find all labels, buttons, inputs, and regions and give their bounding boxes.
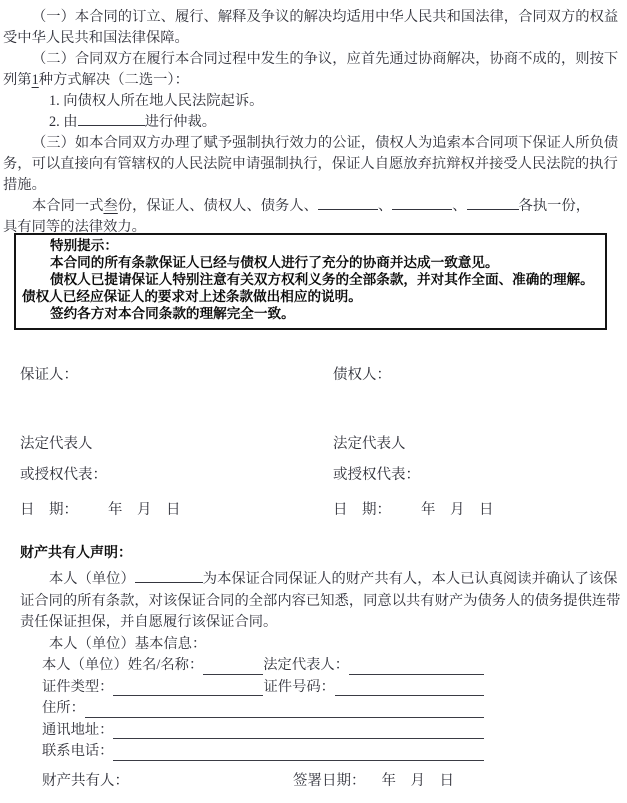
name-blank-line [203,660,263,675]
id-type-blank-line [113,681,263,696]
copies-prefix: 本合同一式 [32,198,104,214]
mailing-address-field-label: 通讯地址： [42,721,114,738]
field-row-phone [42,741,484,763]
signing-date-row [293,771,454,791]
clause-governing-law-line1: （一）本合同的订立、履行、解释及争议的解决均适用中华人民共和国法律，合同双方的权益 [32,9,619,25]
creditor-authorized-rep-label: 或授权代表： [333,467,420,483]
dispute-line2-prefix: 列第 [3,72,32,88]
creditor-signature-block [333,365,494,520]
co-owner-declaration-section [20,543,619,763]
id-number-blank-line [335,681,484,696]
guarantor-date-row [20,500,181,520]
copies-blank-field-3 [467,196,519,210]
residence-blank-line [85,703,484,718]
co-owner-para-line3: 责任保证担保，并自愿履行该保证合同。 [20,614,278,630]
dispute-line2-suffix: 种方式解决（二选一）： [38,72,189,88]
notice-line-4: 签约各方对本合同条款的理解完全一致。 [50,306,295,322]
clause-enforcement-line2: 务，可以直接向有管辖权的人民法院申请强制执行，保证人自愿放弃抗辩权并接受人民法院的执行 [3,156,618,172]
copies-blank-field-1 [318,196,378,210]
field-row-name [42,655,484,677]
special-notice-box [14,233,607,330]
guarantor-authorized-rep-label: 或授权代表： [20,467,107,483]
legal-rep-field-label: 法定代表人： [263,657,350,673]
notice-title: 特别提示： [50,238,118,254]
copies-count: 叁 [103,198,118,214]
notice-line-3: 债权人已经应保证人的要求对上述条款做出相应的说明。 [22,289,362,305]
creditor-date-row [333,500,494,520]
co-owner-para-line2: 证合同的所有条款，对该保证合同的全部内容已知悉，同意以共有财产为债务人的债务提供连带 [20,592,621,609]
copies-suffix: 各执一份， [518,198,591,214]
arbitration-blank-field [78,112,145,126]
legal-rep-blank-line [349,660,484,675]
dispute-clauses-section [3,7,624,238]
guarantor-date-label: 日 期： [20,502,78,518]
co-owner-para-prefix: 本人（单位） [49,571,135,587]
co-owner-para-line1 [20,569,619,591]
copies-blank-field-2 [392,196,452,210]
clause-copies-line2: 具有同等的法律效力。 [3,219,146,235]
co-owner-para-suffix: 为本保证合同保证人的财产共有人，本人已认真阅读并确认了该保 [202,571,618,587]
option2-prefix: 2. 由 [49,114,78,130]
dispute-option-2 [49,112,624,133]
notice-line-1: 本合同的所有条款保证人已经与债权人进行了充分的协商并达成一致意见。 [50,255,499,271]
co-owner-signature-label: 财产共有人： [42,773,129,789]
basic-info-label: 本人（单位）基本信息： [49,635,207,652]
option2-suffix: 进行仲裁。 [144,114,217,130]
clause-governing-law-line2: 受中华人民共和国法律保障。 [3,30,189,46]
id-number-field-label: 证件号码： [263,678,335,695]
name-field-label: 本人（单位）姓名/名称： [42,657,204,673]
clause-enforcement-line3: 措施。 [3,177,46,193]
co-owner-paragraph [20,569,619,634]
clause-dispute-line2 [3,70,624,91]
dispute-option-1: 1. 向债权人所在地人民法院起诉。 [49,93,264,109]
residence-field-label: 住所： [42,700,85,716]
copies-separator-2: 、 [452,198,467,214]
field-row-mailing-address [42,720,484,742]
guarantor-date-units: 年 月 日 [108,502,181,518]
id-type-field-label: 证件类型： [42,678,114,695]
co-owner-name-blank [135,569,203,583]
field-row-residence [42,698,484,720]
guarantor-signature-block [20,365,181,520]
guarantor-label: 保证人： [20,367,78,383]
creditor-date-label: 日 期： [333,502,391,518]
clause-dispute-line1: （二）合同双方在履行本合同过程中发生的争议，应首先通过协商解决，协商不成的，则按下 [32,51,619,67]
signing-date-units: 年 月 日 [381,773,454,789]
phone-blank-line [113,746,484,761]
phone-field-label: 联系电话： [42,743,114,759]
basic-info-fields [42,655,484,763]
signing-date-label: 签署日期： [293,773,366,789]
clause-copies-line1 [3,196,624,217]
dispute-method-number: 1 [31,72,39,88]
creditor-label: 债权人： [333,367,391,383]
copies-parties: 份，保证人、债权人、债务人、 [117,198,318,214]
mailing-address-blank-line [113,724,484,739]
clause-enforcement-line1: （三）如本合同双方办理了赋予强制执行效力的公证，债权人为追索本合同项下保证人所负债 [32,135,619,151]
creditor-date-units: 年 月 日 [421,502,494,518]
creditor-legal-rep-label: 法定代表人 [333,436,406,452]
guarantor-legal-rep-label: 法定代表人 [20,436,93,452]
field-row-id [42,677,484,699]
notice-line-2: 债权人已提请保证人特别注意有关双方权利义务的全部条款，并对其作全面、准确的理解。 [50,272,594,288]
co-owner-heading: 财产共有人声明： [20,545,132,561]
copies-separator-1: 、 [377,198,393,214]
